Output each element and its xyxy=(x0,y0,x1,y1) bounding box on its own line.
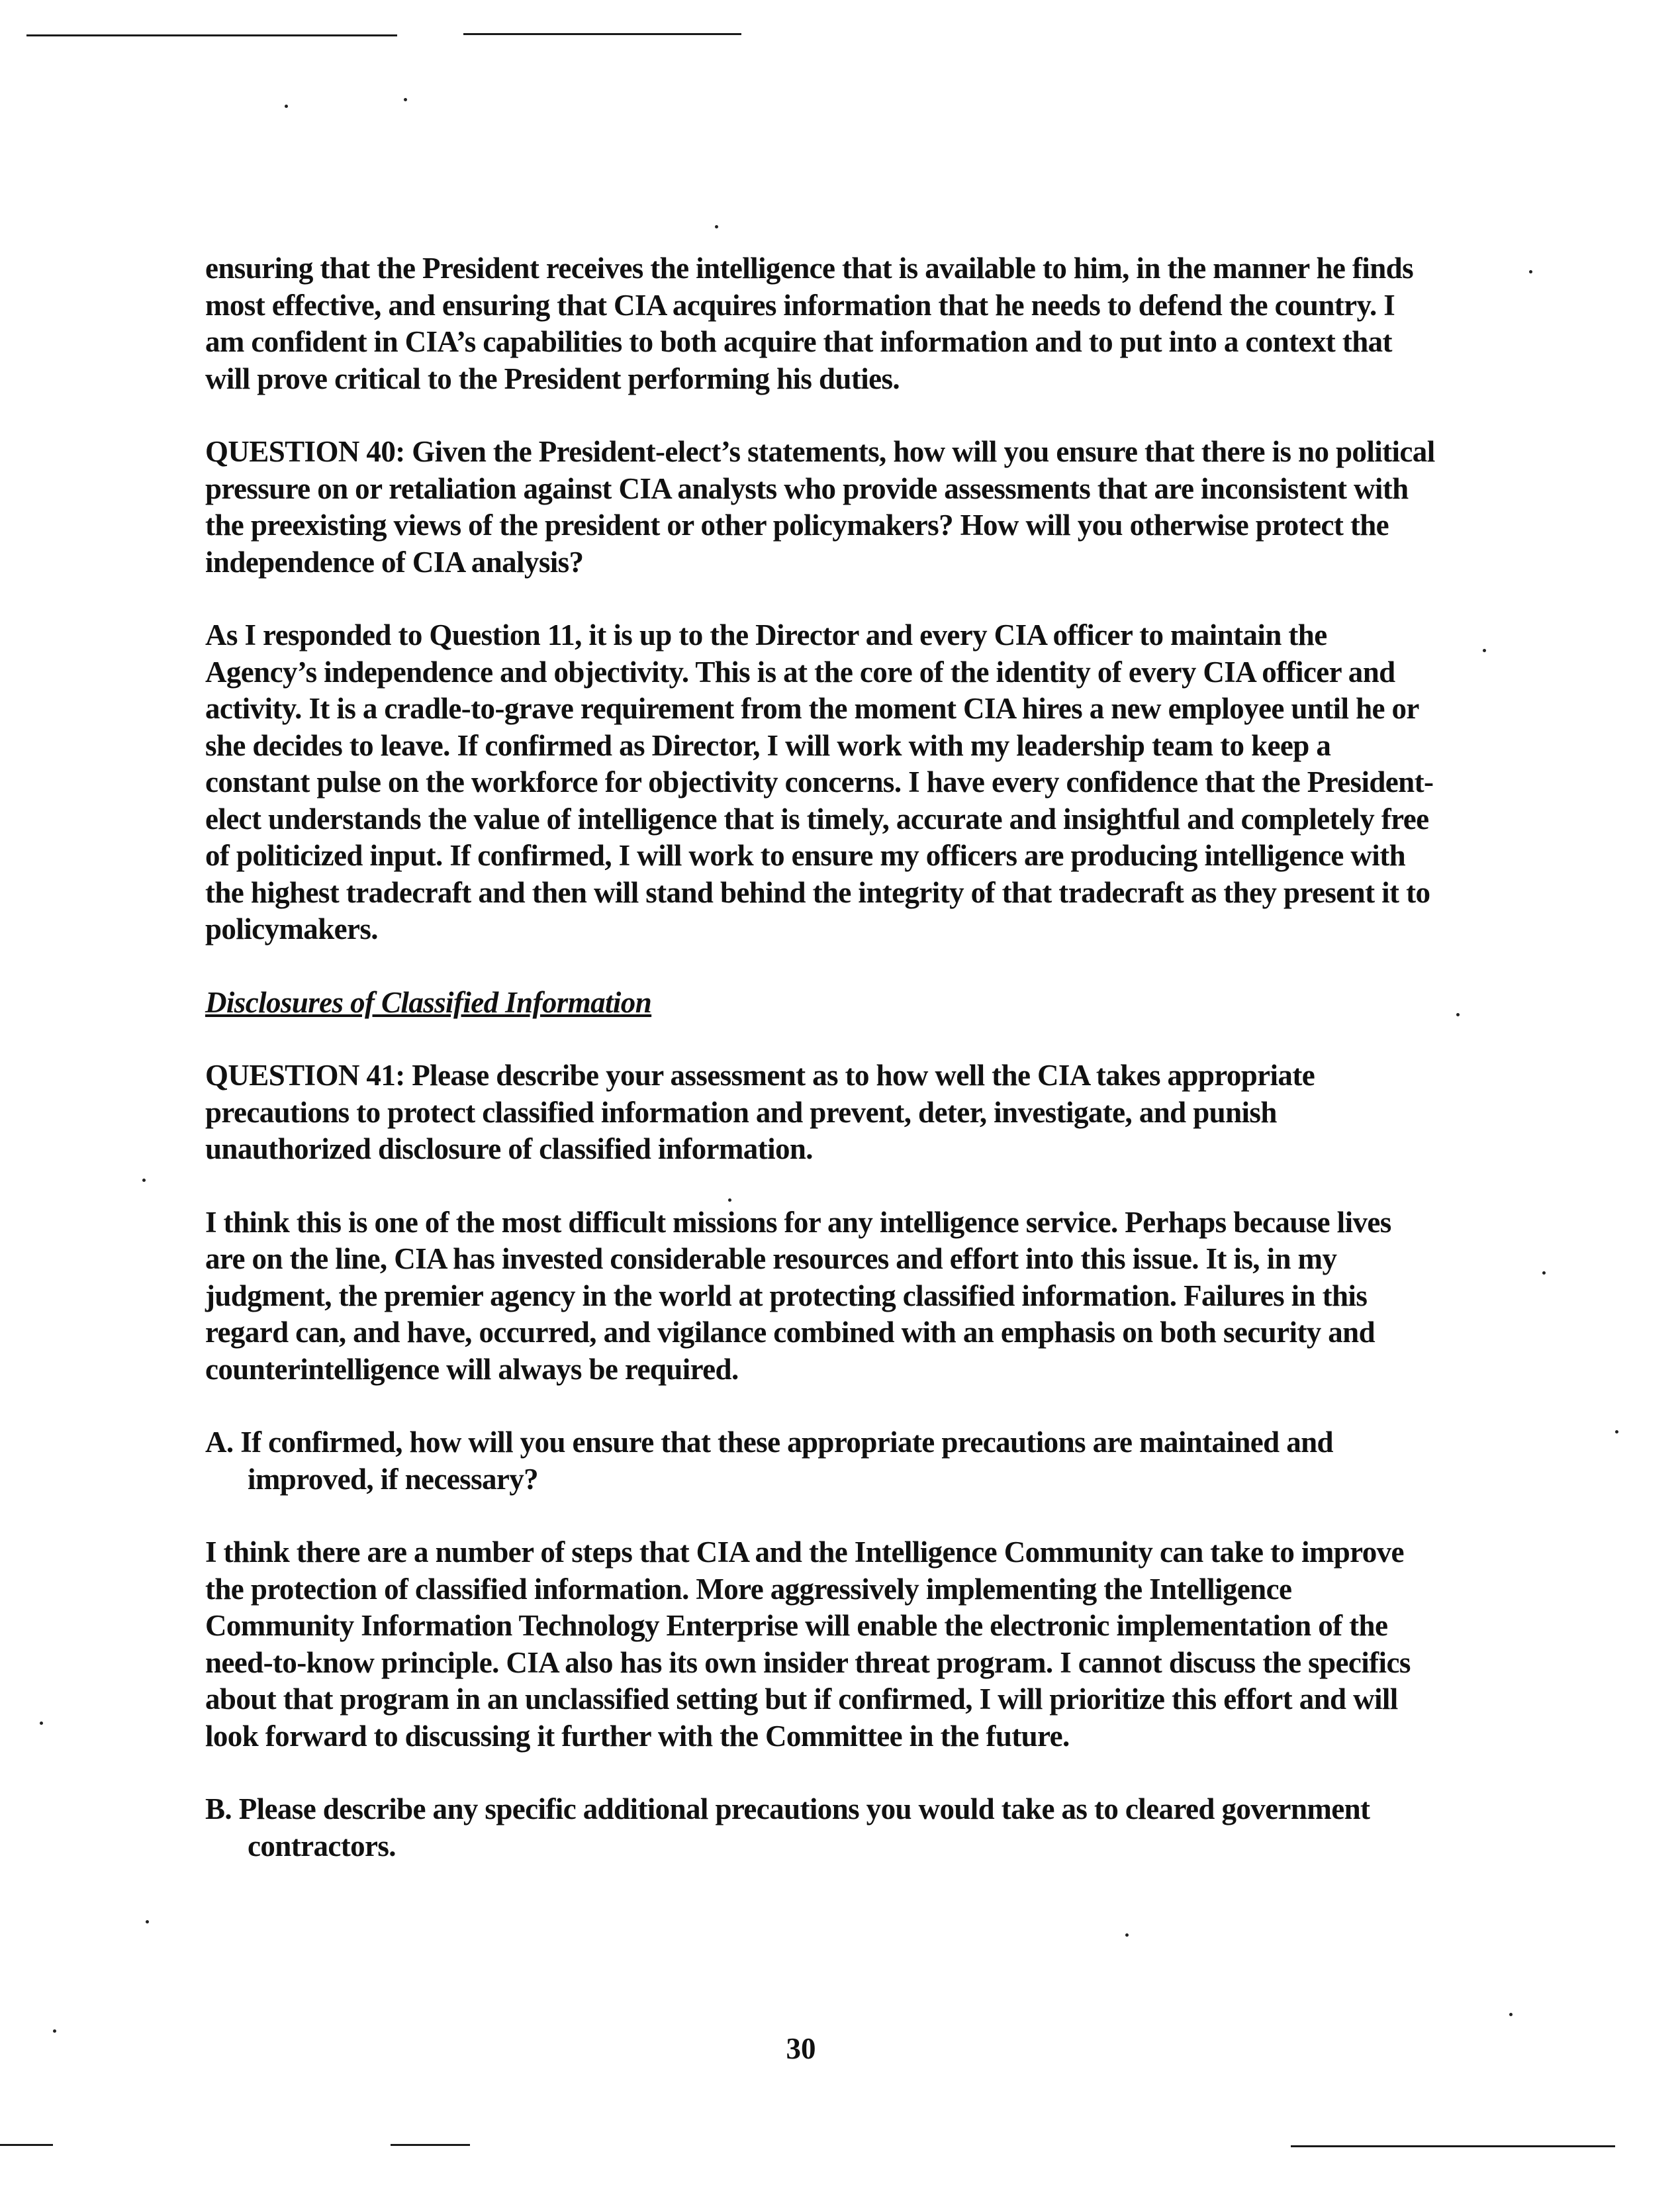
scan-speck xyxy=(285,105,288,108)
scan-speck xyxy=(53,2029,56,2033)
bottom-scan-line-mid xyxy=(391,2144,470,2146)
top-scan-line-2 xyxy=(463,33,741,35)
section-heading: Disclosures of Classified Information xyxy=(205,985,652,1019)
sub-question-a-text: If confirmed, how will you ensure that these appropriate precautions are maintained and improved, if necessary? xyxy=(240,1426,1333,1496)
bottom-scan-line-right xyxy=(1291,2145,1615,2147)
document-body xyxy=(205,250,1436,1901)
bottom-scan-line-left xyxy=(0,2144,53,2146)
question-40-text: Given the President-elect’s statements, how will you ensure that there is no political pressure on or retaliation against CIA analysts who provide assessments that are inconsistent with the preexisting views of the president or other policymakers? How will you otherwise protect the independence of CIA analysis? xyxy=(205,435,1435,579)
page-number: 30 xyxy=(786,2032,816,2065)
scan-speck xyxy=(1509,2013,1513,2016)
scan-speck xyxy=(1615,1430,1618,1433)
sub-question-b xyxy=(205,1791,1436,1865)
question-41 xyxy=(205,1057,1436,1168)
scan-speck xyxy=(1529,270,1532,273)
scan-speck xyxy=(142,1179,146,1182)
scan-speck xyxy=(1542,1271,1546,1275)
sub-answer-a: I think there are a number of steps that CIA and the Intelligence Community can take to improve the protection of classified information. More aggressively implementing the Intelligence Community Information Technology Enterprise will enable the electronic implementation of the need-to-know principle. CIA also has its own insider threat program. I cannot discuss the specifics about that program in an unclassified setting but if confirmed, I will prioritize this effort and will look forward to discussing it further with the Committee in the future. xyxy=(205,1535,1411,1753)
scan-speck xyxy=(146,1920,149,1923)
question-40 xyxy=(205,434,1436,581)
sub-question-a xyxy=(205,1424,1436,1498)
answer-39-continued: ensuring that the President receives the intelligence that is available to him, in the manner he finds most effective, and ensuring that CIA acquires information that he needs to defend the country. I am confident in CIA’s capabilities to both acquire that information and to put into a context that will prove critical to the President performing his duties. xyxy=(205,252,1413,395)
scan-speck xyxy=(1483,649,1486,652)
question-41-label: QUESTION 41: xyxy=(205,1059,405,1092)
answer-40: As I responded to Question 11, it is up to the Director and every CIA officer to maintain the Agency’s independence and objectivity. This is at the core of the identity of every CIA officer and activity. It is a cradle-to-grave requirement from the moment CIA hires a new employee until he or she decides to leave. If confirmed as Director, I will work with my leadership team to keep a constant pulse on the workforce for objectivity concerns. I have every confidence that the President-elect understands the value of intelligence that is timely, accurate and insightful and completely free of politicized input. If confirmed, I will work to ensure my officers are producing intelligence with the highest tradecraft and then will stand behind the integrity of that tradecraft as they present it to policymakers. xyxy=(205,618,1434,946)
question-41-text: Please describe your assessment as to how well the CIA takes appropriate precautions to protect classified information and prevent, deter, investigate, and punish unauthorized disclosure of classified information. xyxy=(205,1059,1315,1165)
answer-41: I think this is one of the most difficult missions for any intelligence service. Perhaps because lives are on the line, CIA has invested considerable resources and effort into this issue. It is, in my judgment, the premier agency in the world at protecting classified information. Failures in this regard can, and have, occurred, and vigilance combined with an emphasis on both security and counterintelligence will always be required. xyxy=(205,1205,1391,1386)
scan-speck xyxy=(715,225,718,228)
top-scan-line xyxy=(26,34,397,36)
scan-speck xyxy=(1125,1933,1129,1937)
sub-question-b-text: Please describe any specific additional precautions you would take as to cleared government contractors. xyxy=(238,1792,1370,1863)
sub-question-a-label: A. xyxy=(205,1426,234,1459)
scan-speck xyxy=(1456,1013,1460,1016)
sub-question-b-label: B. xyxy=(205,1792,232,1825)
question-40-label: QUESTION 40: xyxy=(205,435,405,468)
scan-speck xyxy=(404,98,407,101)
scan-speck xyxy=(40,1722,43,1725)
